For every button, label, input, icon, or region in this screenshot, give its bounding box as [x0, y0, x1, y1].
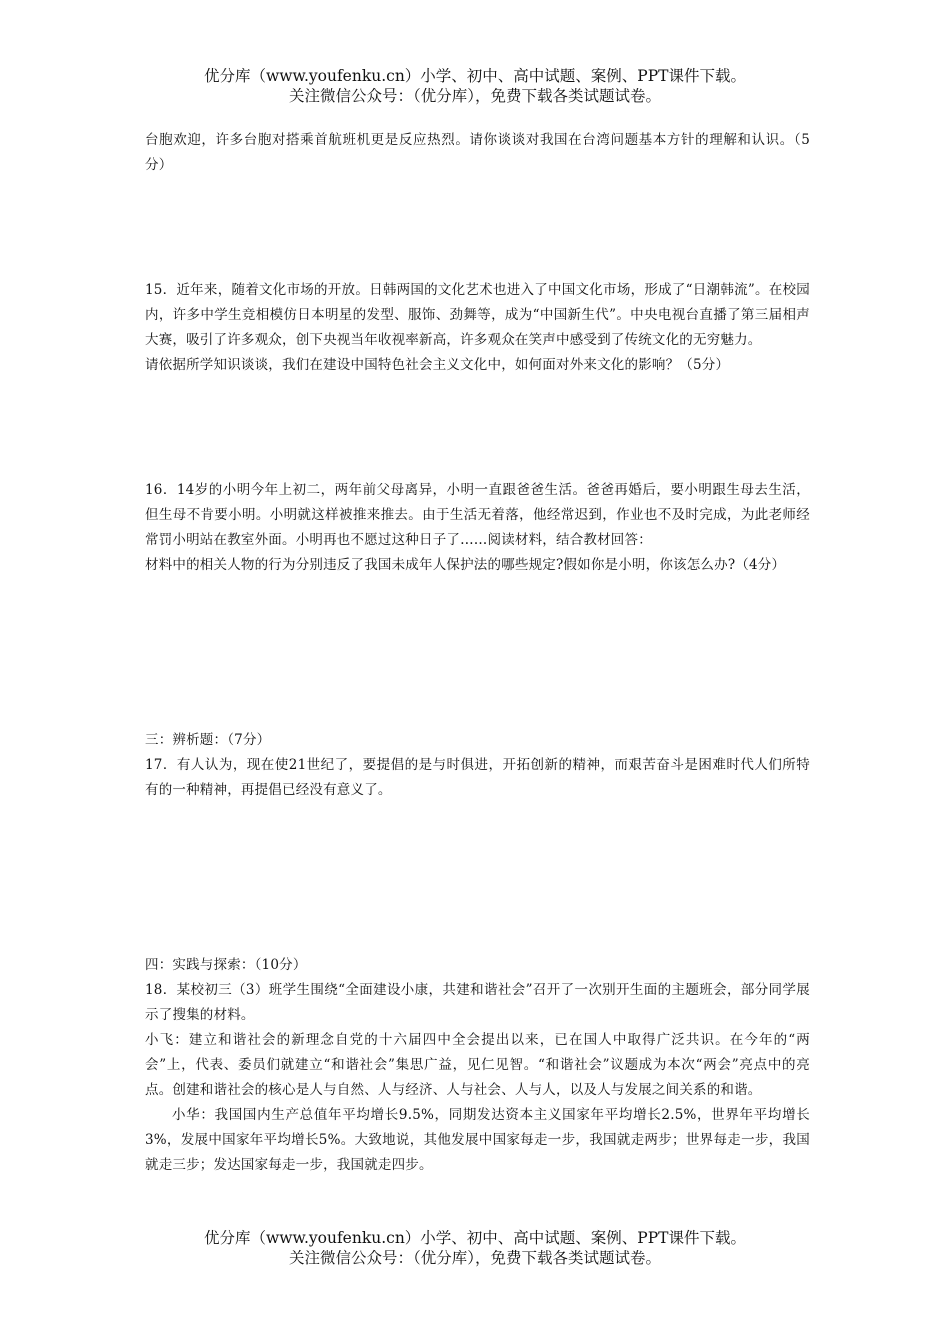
page-footer	[0, 1228, 950, 1268]
q18-xiaohua-material: 小华：我国国内生产总值年平均增长9.5%，同期发达资本主义国家年平均增长2.5%，世界年平均增长3%，发展中国家年平均增长5%。大致地说，其他发展中国家每走一步，我国就走两步；世界每走一步，我国就走三步；发达国家每走一步，我国就走四步。	[145, 1107, 810, 1173]
q15-material: 15．近年来，随着文化市场的开放。日韩两国的文化艺术也进入了中国文化市场，形成了“日潮韩流”。在校园内，许多中学生竞相模仿日本明星的发型、服饰、劲舞等，成为“中国新生代”。中央电视台直播了第三届相声大赛，吸引了许多观众，创下央视当年收视率新高，许多观众在笑声中感受到了传统文化的无穷魅力。	[145, 282, 810, 348]
header-line-1: 优分库（www.youfenku.cn）小学、初中、高中试题、案例、PPT课件下载。	[203, 67, 747, 85]
page-header	[0, 66, 950, 106]
footer-line-1: 优分库（www.youfenku.cn）小学、初中、高中试题、案例、PPT课件下载。	[203, 1229, 747, 1247]
q14-continuation: 台胞欢迎，许多台胞对搭乘首航班机更是反应热烈。请你谈谈对我国在台湾问题基本方针的理解和认识。（5分）	[145, 132, 810, 173]
footer-line-2: 关注微信公众号：（优分库），免费下载各类试题试卷。	[288, 1249, 661, 1267]
header-line-2: 关注微信公众号：（优分库），免费下载各类试题试卷。	[288, 87, 661, 105]
q18-xiaofei-material: 小飞：建立和谐社会的新理念自党的十六届四中全会提出以来，已在国人中取得广泛共识。在今年的“两会”上，代表、委员们就建立“和谐社会”集思广益，见仁见智。“和谐社会”议题成为本次“两会”亮点中的亮点。创建和谐社会的核心是人与自然、人与经济、人与社会、人与人，以及人与发展之间关系的和谐。	[145, 1032, 810, 1098]
q16-material: 16．14岁的小明今年上初二，两年前父母离异，小明一直跟爸爸生活。爸爸再婚后，要小明跟生母去生活，但生母不肯要小明。小明就这样被推来推去。由于生活无着落，他经常迟到，作业也不及时完成，为此老师经常罚小明站在教室外面。小明再也不愿过这种日子了……阅读材料，结合教材回答：	[145, 482, 810, 548]
q15-question: 请依据所学知识谈谈，我们在建设中国特色社会主义文化中，如何面对外来文化的影响？（5分）	[145, 357, 730, 373]
document-body	[145, 128, 810, 1178]
q16-question: 材料中的相关人物的行为分别违反了我国未成年人保护法的哪些规定?假如你是小明，你该怎么办?（4分）	[145, 557, 786, 573]
q18-intro: 18．某校初三（3）班学生围绕“全面建设小康，共建和谐社会”召开了一次别开生面的主题班会，部分同学展示了搜集的材料。	[145, 982, 810, 1023]
q17-statement: 17．有人认为，现在使21世纪了，要提倡的是与时俱进，开拓创新的精神，而艰苦奋斗是困难时代人们所特有的一种精神，再提倡已经没有意义了。	[145, 757, 810, 798]
section-4-title: 四：实践与探索：（10分）	[145, 957, 307, 973]
section-3-title: 三：辨析题：（7分）	[145, 732, 271, 748]
